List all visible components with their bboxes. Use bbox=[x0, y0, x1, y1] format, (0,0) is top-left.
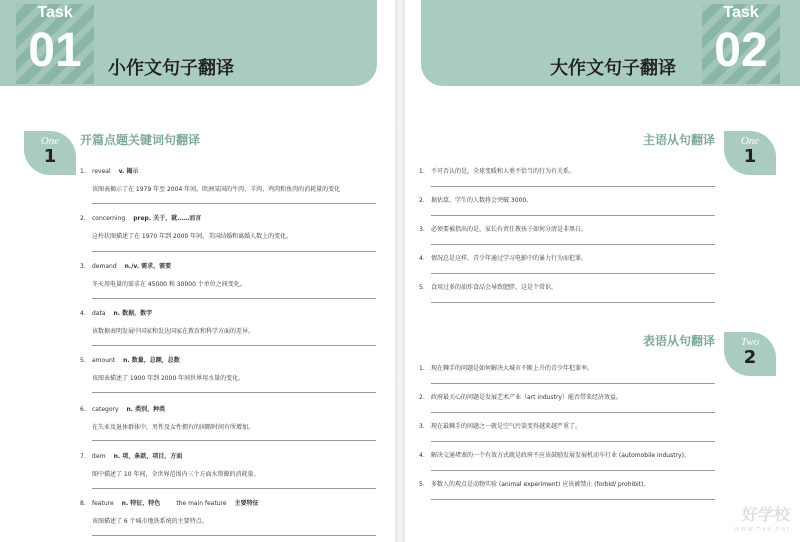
vocab-definition: n. 项，条款，项目，方面 bbox=[113, 453, 183, 460]
translation-sentence: 冬天用电量的需求在 45000 和 30000 个单位之间变化。 bbox=[92, 281, 246, 288]
item-number: 4. bbox=[419, 255, 425, 262]
vocab-word: item bbox=[92, 453, 106, 460]
translation-sentence: 这柱状图描述了在 1970 年到 2000 年间，美国结婚和离婚人数上的变化。 bbox=[92, 233, 293, 240]
sentence-item bbox=[419, 363, 593, 372]
vocab-definition: prep. 关于，就……而言 bbox=[133, 215, 202, 222]
section-title: 开篇点题关键词句翻译 bbox=[80, 133, 201, 147]
translation-sentence: 在失业及退休群体中，男性及女性拥有的闲暇时间有所增加。 bbox=[92, 424, 255, 431]
vocab-definition: n./v. 需求，需要 bbox=[124, 263, 172, 270]
translation-sentence: 情况总是这样，青少年通过学习电影中的暴力行为而犯罪。 bbox=[431, 255, 588, 262]
translation-sentence: 据估算，学生的人数将会突破 3000。 bbox=[431, 197, 533, 204]
right-page bbox=[405, 0, 800, 542]
section-tab-number: 1 bbox=[43, 146, 57, 167]
translation-sentence: 必须要被指出的是，家长有责任教孩子如何分清是非黑白。 bbox=[431, 226, 588, 233]
vocab-phrase: the main feature bbox=[176, 500, 227, 507]
section-tab-number: 1 bbox=[743, 146, 757, 167]
task-badge bbox=[16, 4, 94, 84]
answer-line[interactable] bbox=[92, 440, 376, 441]
answer-line[interactable] bbox=[92, 298, 376, 299]
translation-sentence: 该数据表明发展中国家和发达国家在教育和科学方面的差异。 bbox=[92, 328, 255, 335]
sentence-item bbox=[419, 282, 557, 291]
item-number: 1. bbox=[419, 168, 425, 175]
task-label: Task bbox=[37, 4, 73, 21]
answer-line[interactable] bbox=[92, 345, 376, 346]
item-number: 3. bbox=[419, 226, 425, 233]
sentence-item bbox=[419, 392, 622, 401]
vocab-item bbox=[80, 261, 246, 288]
vocab-definition: n. 特征，特色 bbox=[121, 500, 161, 507]
answer-line[interactable] bbox=[92, 392, 376, 393]
vocab-item bbox=[80, 498, 259, 525]
section-title: 主语从句翻译 bbox=[643, 133, 716, 147]
book-gutter bbox=[395, 0, 405, 542]
section-title: 表语从句翻译 bbox=[643, 334, 716, 348]
item-number: 2. bbox=[80, 215, 86, 222]
translation-sentence: 多数人的观点是动物实验 (animal experiment) 应该被禁止 (forbid/ prohibit)。 bbox=[431, 481, 650, 488]
sentence-item bbox=[419, 450, 690, 459]
item-number: 6. bbox=[80, 406, 86, 413]
answer-line[interactable] bbox=[431, 499, 715, 500]
task-number: 02 bbox=[714, 24, 768, 77]
item-number: 8. bbox=[80, 500, 86, 507]
task-label: Task bbox=[723, 4, 759, 21]
translation-sentence: 该图表揭示了在 1979 年至 2004 年间，欧洲某国的牛肉、羊肉、鸡肉和鱼肉的消耗量的变化 bbox=[92, 186, 341, 193]
item-number: 5. bbox=[419, 481, 425, 488]
item-number: 2. bbox=[419, 394, 425, 401]
answer-line[interactable] bbox=[431, 441, 715, 442]
translation-sentence: 图中描述了 10 年间，全世界范围内三个方面水资源的消耗量。 bbox=[92, 471, 260, 478]
page-title: 大作文句子翻译 bbox=[550, 58, 676, 79]
vocab-phrase-definition: 主要特征 bbox=[234, 500, 259, 507]
sentence-item bbox=[419, 166, 575, 175]
section-tab bbox=[724, 131, 776, 175]
answer-line[interactable] bbox=[431, 273, 715, 274]
item-number: 7. bbox=[80, 453, 86, 460]
left-page bbox=[0, 0, 395, 542]
task-badge bbox=[702, 4, 780, 84]
sentence-item bbox=[419, 421, 581, 430]
item-number: 3. bbox=[80, 263, 86, 270]
section-tab-word: One bbox=[740, 135, 760, 147]
item-number: 1. bbox=[419, 365, 425, 372]
vocab-word: demand bbox=[92, 263, 117, 270]
answer-line[interactable] bbox=[431, 186, 715, 187]
vocab-word: category bbox=[92, 406, 119, 413]
vocab-definition: n. 类别，种类 bbox=[126, 406, 166, 413]
answer-line[interactable] bbox=[431, 215, 715, 216]
vocab-definition: n. 数据，数字 bbox=[113, 310, 153, 317]
translation-sentence: 政府最关心的问题是发展艺术产业（art industry）能否带来经济效益。 bbox=[431, 394, 622, 401]
vocab-word: reveal bbox=[92, 168, 111, 175]
vocab-definition: n. 数量，总额，总数 bbox=[123, 357, 180, 364]
item-number: 3. bbox=[419, 423, 425, 430]
vocab-item bbox=[80, 308, 254, 335]
item-number: 5. bbox=[419, 284, 425, 291]
section-tab-word: One bbox=[40, 135, 60, 147]
answer-line[interactable] bbox=[431, 302, 715, 303]
answer-line[interactable] bbox=[92, 251, 376, 252]
item-number: 2. bbox=[419, 197, 425, 204]
translation-sentence: 现在棘手的问题是如何解决大城市不断上升的青少年犯罪率。 bbox=[431, 365, 594, 372]
translation-sentence: 该图表描述了 1900 年到 2000 年间世界用水量的变化。 bbox=[92, 375, 245, 382]
answer-line[interactable] bbox=[431, 244, 715, 245]
item-number: 4. bbox=[419, 452, 425, 459]
watermark-logo: 好学校 bbox=[741, 507, 790, 524]
translation-sentence: 现在最棘手的问题之一就是空气污染变得越来越严重了。 bbox=[431, 423, 582, 430]
vocab-word: amount bbox=[92, 357, 116, 364]
answer-line[interactable] bbox=[92, 488, 376, 489]
sentence-item bbox=[419, 224, 587, 233]
vocab-definition: v. 揭示 bbox=[118, 168, 139, 175]
answer-line[interactable] bbox=[431, 412, 715, 413]
answer-line[interactable] bbox=[431, 383, 715, 384]
answer-line[interactable] bbox=[431, 470, 715, 471]
sentence-item bbox=[419, 253, 587, 262]
vocab-item bbox=[80, 451, 259, 478]
translation-sentence: 该图描述了 6 个城市地铁系统的主要特点。 bbox=[92, 518, 208, 525]
item-number: 4. bbox=[80, 310, 86, 317]
page-title: 小作文句子翻译 bbox=[108, 58, 234, 79]
sentence-item bbox=[419, 479, 649, 488]
task-number: 01 bbox=[28, 24, 82, 77]
answer-line[interactable] bbox=[92, 535, 376, 536]
vocab-word: concerning bbox=[92, 215, 126, 222]
vocab-item bbox=[80, 355, 244, 382]
item-number: 5. bbox=[80, 357, 86, 364]
section-tab bbox=[24, 131, 76, 175]
item-number: 1. bbox=[80, 168, 86, 175]
vocab-word: data bbox=[92, 310, 106, 317]
vocab-item bbox=[80, 404, 254, 431]
section-tab bbox=[724, 332, 776, 376]
watermark bbox=[690, 502, 790, 536]
section-tab-number: 2 bbox=[743, 347, 757, 368]
vocab-word: feature bbox=[92, 500, 114, 507]
sentence-item bbox=[419, 195, 532, 204]
translation-sentence: 不可否认的是，全球变暖和人类不恰当的行为有关系。 bbox=[431, 168, 576, 175]
translation-sentence: 解决交通堵塞的一个有效方式就是政府不应该鼓励发展发展机动车行业 (automobile industry)。 bbox=[431, 452, 690, 459]
vocab-item bbox=[80, 213, 292, 240]
section-tab-word: Two bbox=[740, 336, 760, 348]
vocab-item bbox=[80, 166, 340, 193]
answer-line[interactable] bbox=[92, 203, 376, 204]
watermark-url: www.hxx.net bbox=[733, 525, 790, 533]
translation-sentence: 食用过多的油炸食品会导致肥胖，这是个常识。 bbox=[431, 284, 558, 291]
